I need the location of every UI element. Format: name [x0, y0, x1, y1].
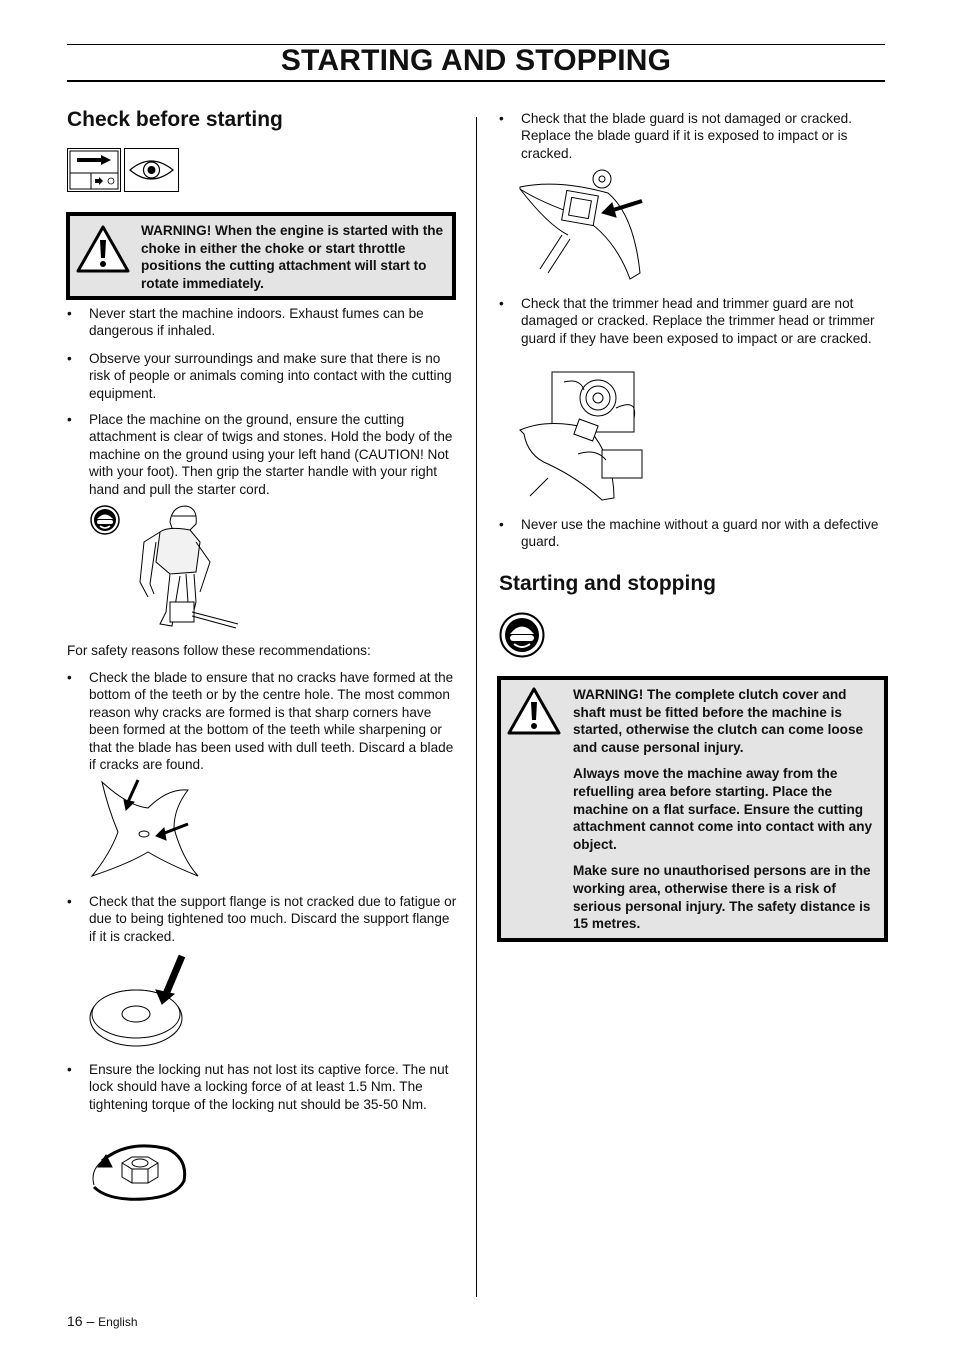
list-item [67, 893, 457, 945]
section-heading-check: Check before starting [67, 108, 283, 131]
bullet-glyph: • [499, 517, 504, 532]
page-footer [67, 1313, 138, 1329]
bullet-text: Check that the trimmer head and trimmer guard are not damaged or cracked. Replace the trimmer head or trimmer guard if they have been exposed to impact or are cracked. [521, 296, 875, 346]
warning-text-refuelling: Always move the machine away from the refuelling area before starting. Place the machine on a flat surface. Ensure the cutting attachment cannot come into contact with any object. [573, 766, 873, 852]
column-divider [476, 117, 477, 1297]
header-rule-bottom [67, 80, 885, 82]
bullet-glyph: • [67, 351, 72, 366]
section-heading-starting: Starting and stopping [499, 572, 716, 595]
list-item [67, 669, 457, 773]
bullet-text: Observe your surroundings and make sure that there is no risk of people or animals coming into contact with the cutting equipment. [89, 351, 452, 401]
warning-text-choke: WARNING! When the engine is started with the choke in either the choke or start throttle positions the cutting attachment will start to rotate immediately. [141, 223, 444, 291]
list-item [499, 295, 887, 347]
bullet-text: Never use the machine without a guard nor with a defective guard. [521, 517, 879, 550]
bullet-text: Place the machine on the ground, ensure the cutting attachment is clear of twigs and stones. Hold the body of the machine on the ground using your left hand (CAUTION! Not with your foot). Then grip the starter handle with your right hand and pull the starter cord. [89, 412, 453, 497]
bullet-glyph: • [67, 670, 72, 685]
locking-nut-illustration [88, 1135, 188, 1210]
list-item [499, 516, 887, 551]
bullet-text: Check that the blade guard is not damaged or cracked. Replace the blade guard if it is exposed to impact or is cracked. [521, 111, 852, 161]
helmet-protection-icon [90, 505, 120, 540]
blade-guard-illustration [518, 165, 648, 288]
eye-inspect-icon [124, 148, 179, 197]
list-item [67, 305, 457, 340]
safety-intro-text: For safety reasons follow these recommendations: [67, 643, 371, 658]
blade-crack-illustration [88, 778, 200, 887]
list-item [67, 411, 457, 498]
bullet-glyph: • [67, 412, 72, 427]
page-number-separator: – [86, 1313, 95, 1329]
bullet-glyph: • [67, 306, 72, 321]
warning-box-clutch [497, 676, 888, 942]
bullet-text: Check the blade to ensure that no cracks have formed at the bottom of the teeth or by the centre hole. The most common reason why cracks are formed is that sharp corners have been formed at the bottom of the teeth while sharpening or that the blade has been used with dull teeth. Discard a blade if cracks are found. [89, 670, 454, 773]
bullet-glyph: • [67, 894, 72, 909]
bullet-glyph: • [499, 296, 504, 311]
page-title: STARTING AND STOPPING [280, 44, 672, 77]
warning-triangle-icon [75, 224, 131, 279]
bullet-glyph: • [67, 1062, 72, 1077]
bullet-text: Check that the support flange is not cracked due to fatigue or due to being tightened too much. Discard the support flange if it is cracked. [89, 894, 457, 944]
page-number: 16 [67, 1313, 83, 1329]
read-manual-icon [67, 148, 121, 197]
warning-triangle-icon [506, 686, 562, 741]
support-flange-illustration [88, 952, 188, 1053]
helmet-protection-icon [499, 612, 545, 663]
bullet-text: Ensure the locking nut has not lost its captive force. The nut lock should have a locking force of at least 1.5 Nm. The tightening torque of the locking nut should be 35-50 Nm. [89, 1062, 449, 1112]
warning-text-safety-distance: Make sure no unauthorised persons are in the working area, otherwise there is a risk of serious personal injury. The safety distance is 15 metres. [573, 863, 871, 932]
list-item [67, 350, 457, 402]
list-item [499, 110, 887, 162]
trimmer-guard-illustration [518, 368, 648, 507]
bullet-text: Never start the machine indoors. Exhaust fumes can be dangerous if inhaled. [89, 306, 424, 339]
bullet-glyph: • [499, 111, 504, 126]
warning-box-choke [66, 212, 456, 300]
warning-text-clutch: WARNING! The complete clutch cover and shaft must be fitted before the machine is started, otherwise the clutch can come loose and cause personal injury. [573, 687, 864, 755]
list-item [67, 1061, 457, 1113]
person-starting-machine-illustration [130, 502, 240, 637]
language-label: English [98, 1315, 138, 1329]
